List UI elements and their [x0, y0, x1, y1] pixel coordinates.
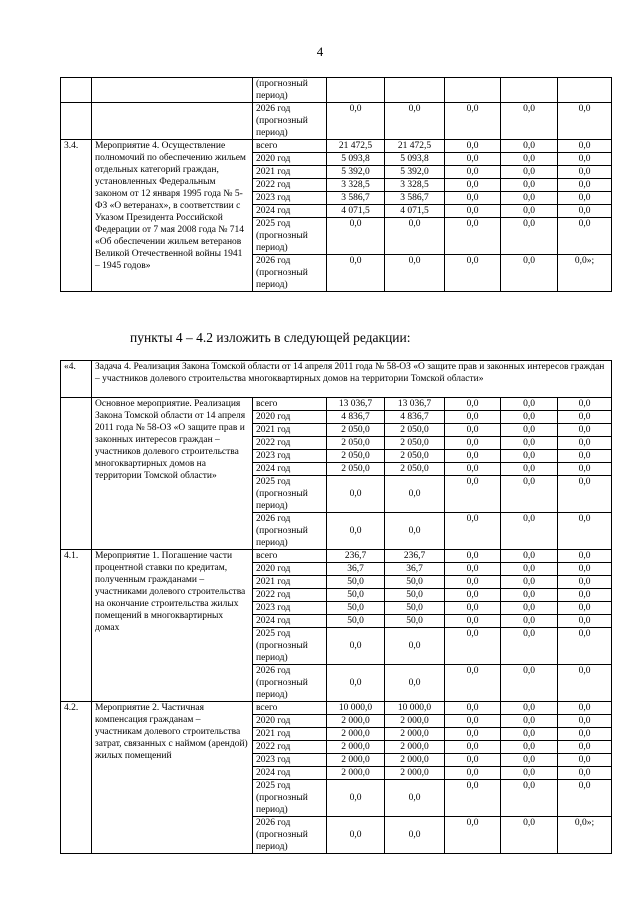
value-cell: 0,0 — [445, 103, 501, 140]
value-cell: 0,0 — [558, 192, 612, 205]
value-cell: 0,0 — [385, 817, 445, 854]
budget-table-top — [60, 77, 612, 292]
table-row — [61, 78, 612, 103]
value-cell: 0,0 — [445, 255, 501, 292]
value-cell: 0,0 — [385, 476, 445, 513]
value-cell: 0,0 — [501, 563, 558, 576]
table-row — [61, 702, 612, 715]
value-cell: 0,0 — [445, 463, 501, 476]
row-year: 2020 год — [253, 153, 327, 166]
row-year: 2024 год — [253, 615, 327, 628]
value-cell: 50,0 — [327, 576, 385, 589]
value-cell: 0,0 — [558, 767, 612, 780]
value-cell: 0,0 — [445, 780, 501, 817]
value-cell: 0,0 — [558, 728, 612, 741]
row-year: 2026 год (прогнозный период) — [253, 255, 327, 292]
value-cell: 0,0 — [501, 218, 558, 255]
value-cell: 21 472,5 — [385, 140, 445, 153]
value-cell: 50,0 — [385, 602, 445, 615]
value-cell: 0,0 — [558, 411, 612, 424]
value-cell: 0,0 — [501, 767, 558, 780]
value-cell: 0,0 — [445, 450, 501, 463]
value-cell: 0,0 — [501, 780, 558, 817]
value-cell: 2 050,0 — [385, 450, 445, 463]
value-cell: 0,0 — [445, 437, 501, 450]
row-description: Мероприятие 4. Осуществление полномочий по обеспечению жильем отдельных категорий граждан, установленных Федеральным законом от 12 января 1995 года № 5-ФЗ «О ветеранах», в соответствии с Указом Президента Российской Федерации от 7 мая 2008 года № 714 «Об обеспечении жильем ветеранов Великой Отечественной войны 1941 – 1945 годов» — [92, 140, 253, 292]
row-code — [61, 78, 92, 103]
value-cell: 2 000,0 — [327, 741, 385, 754]
value-cell: 2 000,0 — [385, 754, 445, 767]
value-cell: 0,0 — [445, 192, 501, 205]
row-year: всего — [253, 398, 327, 411]
row-year: 2023 год — [253, 450, 327, 463]
value-cell: 0,0»; — [558, 255, 612, 292]
value-cell: 4 071,5 — [327, 205, 385, 218]
row-year: 2020 год — [253, 715, 327, 728]
value-cell: 0,0 — [445, 728, 501, 741]
value-cell: 0,0 — [558, 576, 612, 589]
value-cell: 0,0 — [558, 103, 612, 140]
row-code: 3.4. — [61, 140, 92, 292]
row-year: 2020 год — [253, 411, 327, 424]
value-cell: 5 392,0 — [385, 166, 445, 179]
value-cell: 0,0 — [558, 741, 612, 754]
row-year: 2024 год — [253, 767, 327, 780]
value-cell: 2 050,0 — [327, 437, 385, 450]
value-cell: 0,0 — [445, 424, 501, 437]
value-cell: 0,0 — [445, 563, 501, 576]
row-year: 2022 год — [253, 741, 327, 754]
value-cell: 0,0 — [385, 513, 445, 550]
value-cell: 0,0 — [385, 218, 445, 255]
row-year: всего — [253, 702, 327, 715]
value-cell: 2 050,0 — [327, 463, 385, 476]
value-cell: 0,0 — [558, 780, 612, 817]
row-year: 2025 год (прогнозный период) — [253, 628, 327, 665]
value-cell: 50,0 — [385, 576, 445, 589]
value-cell: 3 586,7 — [327, 192, 385, 205]
value-cell: 0,0 — [385, 103, 445, 140]
value-cell: 0,0 — [327, 255, 385, 292]
value-cell: 0,0 — [558, 463, 612, 476]
value-cell: 0,0 — [327, 780, 385, 817]
value-cell: 2 050,0 — [385, 437, 445, 450]
value-cell: 0,0 — [558, 589, 612, 602]
value-cell: 0,0 — [501, 665, 558, 702]
value-cell: 0,0 — [501, 103, 558, 140]
value-cell: 50,0 — [327, 615, 385, 628]
value-cell: 0,0 — [445, 817, 501, 854]
value-cell: 4 071,5 — [385, 205, 445, 218]
value-cell: 4 836,7 — [385, 411, 445, 424]
value-cell: 0,0 — [501, 398, 558, 411]
value-cell: 0,0 — [445, 665, 501, 702]
value-cell: 0,0 — [558, 665, 612, 702]
value-cell: 2 050,0 — [327, 450, 385, 463]
value-cell: 0,0 — [445, 550, 501, 563]
row-year: всего — [253, 550, 327, 563]
value-cell: 2 000,0 — [385, 715, 445, 728]
value-cell: 0,0 — [445, 602, 501, 615]
value-cell: 0,0 — [501, 179, 558, 192]
value-cell: 0,0 — [501, 411, 558, 424]
value-cell: 0,0 — [501, 450, 558, 463]
value-cell: 5 093,8 — [327, 153, 385, 166]
section-heading: пункты 4 – 4.2 изложить в следующей редакции: — [130, 330, 411, 345]
row-description — [92, 78, 253, 103]
value-cell: 2 000,0 — [385, 741, 445, 754]
value-cell: 0,0 — [501, 424, 558, 437]
value-cell: 0,0 — [327, 817, 385, 854]
value-cell: 50,0 — [385, 589, 445, 602]
row-year: 2026 год (прогнозный период) — [253, 513, 327, 550]
value-cell: 0,0 — [501, 140, 558, 153]
value-cell: 0,0 — [385, 255, 445, 292]
value-cell: 0,0 — [501, 628, 558, 665]
value-cell: 5 093,8 — [385, 153, 445, 166]
value-cell: 0,0 — [445, 476, 501, 513]
value-cell: 0,0 — [558, 450, 612, 463]
value-cell: 0,0 — [558, 153, 612, 166]
row-year: 2025 год (прогнозный период) — [253, 218, 327, 255]
value-cell: 0,0 — [501, 476, 558, 513]
value-cell — [501, 78, 558, 103]
value-cell: 21 472,5 — [327, 140, 385, 153]
row-year: 2025 год (прогнозный период) — [253, 476, 327, 513]
row-year: 2023 год — [253, 602, 327, 615]
value-cell: 2 000,0 — [327, 728, 385, 741]
value-cell: 13 036,7 — [385, 398, 445, 411]
value-cell: 0,0 — [501, 192, 558, 205]
value-cell: 0,0 — [558, 615, 612, 628]
value-cell: 0,0 — [558, 424, 612, 437]
budget-table-main — [60, 360, 612, 854]
value-cell: 0,0 — [501, 754, 558, 767]
row-year: 2024 год — [253, 463, 327, 476]
row-year: 2026 год (прогнозный период) — [253, 103, 327, 140]
row-code — [61, 103, 92, 140]
row-year: 2024 год — [253, 205, 327, 218]
value-cell: 4 836,7 — [327, 411, 385, 424]
row-year: 2021 год — [253, 576, 327, 589]
value-cell: 0,0 — [445, 615, 501, 628]
value-cell: 0,0 — [445, 589, 501, 602]
value-cell: 50,0 — [327, 602, 385, 615]
row-code — [61, 398, 92, 550]
value-cell: 0,0 — [501, 255, 558, 292]
row-code: 4.2. — [61, 702, 92, 854]
table-row — [61, 398, 612, 411]
value-cell: 0,0 — [501, 728, 558, 741]
value-cell: 0,0 — [445, 140, 501, 153]
value-cell: 0,0»; — [558, 817, 612, 854]
value-cell: 0,0 — [558, 218, 612, 255]
value-cell: 2 050,0 — [327, 424, 385, 437]
value-cell: 0,0 — [445, 513, 501, 550]
value-cell: 0,0 — [558, 754, 612, 767]
value-cell: 236,7 — [327, 550, 385, 563]
row-year: 2020 год — [253, 563, 327, 576]
row-year: 2023 год — [253, 754, 327, 767]
value-cell: 0,0 — [327, 218, 385, 255]
value-cell: 0,0 — [327, 513, 385, 550]
value-cell: 0,0 — [501, 741, 558, 754]
value-cell: 0,0 — [445, 205, 501, 218]
value-cell: 2 000,0 — [327, 754, 385, 767]
row-year: 2022 год — [253, 179, 327, 192]
value-cell: 10 000,0 — [327, 702, 385, 715]
value-cell: 0,0 — [445, 767, 501, 780]
value-cell: 0,0 — [445, 576, 501, 589]
row-year: 2021 год — [253, 166, 327, 179]
value-cell: 5 392,0 — [327, 166, 385, 179]
value-cell: 0,0 — [445, 179, 501, 192]
row-year: 2022 год — [253, 589, 327, 602]
table-row — [61, 550, 612, 563]
value-cell: 0,0 — [501, 166, 558, 179]
table-row — [61, 140, 612, 153]
value-cell: 0,0 — [445, 153, 501, 166]
value-cell: 3 328,5 — [327, 179, 385, 192]
value-cell: 0,0 — [501, 615, 558, 628]
value-cell: 2 050,0 — [385, 463, 445, 476]
value-cell — [445, 78, 501, 103]
value-cell: 3 586,7 — [385, 192, 445, 205]
value-cell: 0,0 — [558, 563, 612, 576]
value-cell — [558, 78, 612, 103]
value-cell: 0,0 — [327, 103, 385, 140]
value-cell: 0,0 — [385, 665, 445, 702]
task-code: «4. — [61, 361, 92, 398]
value-cell: 0,0 — [501, 715, 558, 728]
row-description: Мероприятие 1. Погашение части процентной ставки по кредитам, полученным гражданами – участниками долевого строительства на окончание строительства жилых помещений в многоквартирных домах — [92, 550, 253, 702]
value-cell: 2 000,0 — [327, 715, 385, 728]
row-year: 2021 год — [253, 728, 327, 741]
value-cell: 10 000,0 — [385, 702, 445, 715]
value-cell: 0,0 — [501, 437, 558, 450]
row-description: Основное мероприятие. Реализация Закона Томской области от 14 апреля 2011 года № 58-ОЗ «О защите прав и законных интересов граждан – участников долевого строительства многоквартирных домов на территории Томской области» — [92, 398, 253, 550]
value-cell: 0,0 — [558, 702, 612, 715]
value-cell: 0,0 — [501, 513, 558, 550]
value-cell: 2 000,0 — [327, 767, 385, 780]
value-cell: 0,0 — [385, 628, 445, 665]
value-cell: 0,0 — [501, 589, 558, 602]
value-cell: 2 050,0 — [385, 424, 445, 437]
row-description — [92, 103, 253, 140]
row-year: 2023 год — [253, 192, 327, 205]
value-cell: 236,7 — [385, 550, 445, 563]
value-cell: 0,0 — [445, 218, 501, 255]
value-cell: 0,0 — [558, 513, 612, 550]
task-text: Задача 4. Реализация Закона Томской области от 14 апреля 2011 года № 58-ОЗ «О защите прав и законных интересов граждан – участников долевого строительства многоквартирных домов на территории Томской области» — [92, 361, 612, 398]
row-year: 2022 год — [253, 437, 327, 450]
value-cell: 0,0 — [558, 476, 612, 513]
value-cell: 36,7 — [385, 563, 445, 576]
value-cell: 0,0 — [501, 602, 558, 615]
row-description: Мероприятие 2. Частичная компенсация гражданам – участникам долевого строительства затрат, связанных с наймом (арендой) жилых помещений — [92, 702, 253, 854]
value-cell — [327, 78, 385, 103]
value-cell: 0,0 — [445, 398, 501, 411]
value-cell: 0,0 — [501, 463, 558, 476]
value-cell: 2 000,0 — [385, 767, 445, 780]
value-cell: 0,0 — [501, 817, 558, 854]
row-year: 2025 год (прогнозный период) — [253, 780, 327, 817]
value-cell: 0,0 — [558, 166, 612, 179]
row-year: 2026 год (прогнозный период) — [253, 665, 327, 702]
task-header-row — [61, 361, 612, 398]
value-cell: 0,0 — [445, 741, 501, 754]
table-row — [61, 103, 612, 140]
row-year: всего — [253, 140, 327, 153]
value-cell: 50,0 — [327, 589, 385, 602]
value-cell: 0,0 — [558, 179, 612, 192]
row-year: (прогнозный период) — [253, 78, 327, 103]
value-cell: 0,0 — [558, 715, 612, 728]
value-cell: 36,7 — [327, 563, 385, 576]
value-cell: 0,0 — [327, 628, 385, 665]
value-cell: 0,0 — [558, 628, 612, 665]
value-cell: 0,0 — [558, 140, 612, 153]
value-cell: 0,0 — [445, 411, 501, 424]
value-cell: 0,0 — [501, 576, 558, 589]
value-cell: 3 328,5 — [385, 179, 445, 192]
value-cell: 0,0 — [501, 550, 558, 563]
value-cell: 0,0 — [558, 437, 612, 450]
value-cell: 0,0 — [445, 166, 501, 179]
row-year: 2021 год — [253, 424, 327, 437]
value-cell: 13 036,7 — [327, 398, 385, 411]
value-cell: 0,0 — [558, 398, 612, 411]
value-cell: 0,0 — [558, 602, 612, 615]
value-cell: 0,0 — [501, 205, 558, 218]
value-cell: 0,0 — [445, 715, 501, 728]
row-year: 2026 год (прогнозный период) — [253, 817, 327, 854]
value-cell: 0,0 — [327, 476, 385, 513]
value-cell: 0,0 — [558, 205, 612, 218]
value-cell: 0,0 — [558, 550, 612, 563]
value-cell: 0,0 — [327, 665, 385, 702]
value-cell — [385, 78, 445, 103]
value-cell: 0,0 — [445, 702, 501, 715]
value-cell: 0,0 — [501, 153, 558, 166]
page-number: 4 — [316, 44, 324, 59]
value-cell: 0,0 — [385, 780, 445, 817]
value-cell: 0,0 — [501, 702, 558, 715]
value-cell: 0,0 — [445, 754, 501, 767]
row-code: 4.1. — [61, 550, 92, 702]
value-cell: 50,0 — [385, 615, 445, 628]
value-cell: 0,0 — [445, 628, 501, 665]
value-cell: 2 000,0 — [385, 728, 445, 741]
